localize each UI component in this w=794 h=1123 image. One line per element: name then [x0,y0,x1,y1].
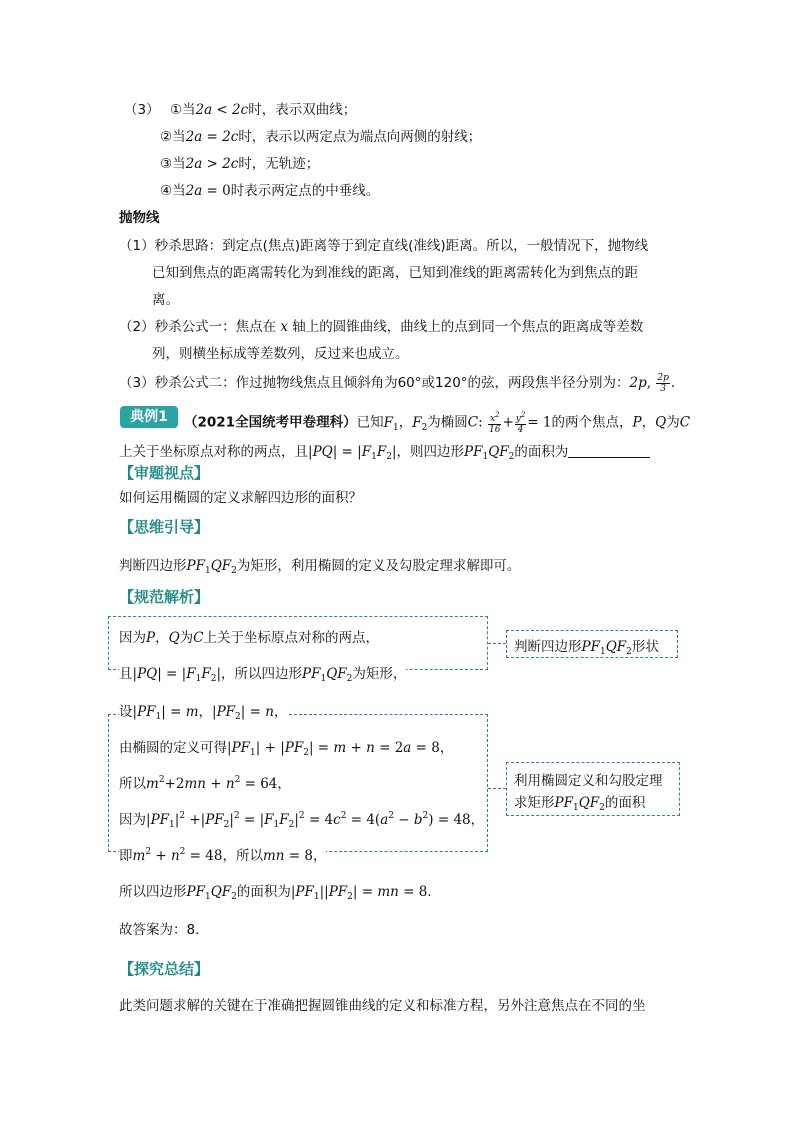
parabola-p1-line2: 已知到焦点的距离需转化为到准线的距离，已知到准线的距离需转化为到焦点的距 [152,265,638,281]
list3-item3: ③当2a > 2c时，无轨迹； [160,156,320,172]
heading-shenti: 【审题视点】 [119,464,210,482]
example-line2: 上关于坐标原点对称的两点，且$|PQ| = |F_1F_2|$，则四边形$PF_1QF_2$的面积为 [119,440,650,462]
note-2-line1: 利用椭圆定义和勾股定理 [514,773,663,789]
list3-item1: （3） ①当2a < 2c时，表示双曲线； [124,102,357,118]
solution-line2: 且$|PQ| = |F_1F_2|$，所以四边形$PF_1QF_2$为矩形， [119,662,406,684]
connector-2 [488,788,506,789]
parabola-p1-line3: 离。 [152,292,179,308]
heading-siwei: 【思维引导】 [119,518,210,536]
heading-tanjiu: 【探究总结】 [119,960,210,978]
example-badge: 典例1 [120,406,178,428]
solution-line5: 所以$m^2+2mn + n^2 = 64$， [119,775,291,792]
parabola-p2-line2: 列，则横坐标成等差数列，反过来也成立。 [152,346,409,362]
heading-guifan: 【规范解析】 [119,588,210,606]
connector-1 [488,643,506,644]
summary-text: 此类问题求解的关键在于准确把握圆锥曲线的定义和标准方程，另外注意焦点在不同的坐 [119,998,646,1014]
solution-line4: 由椭圆的定义可得$|PF_1| + |PF_2| = m + n = 2a = 8$， [119,740,454,758]
solution-line6: 因为$|PF_1|^2 +|PF_2|^2 = |F_1F_2|^2 = 4c^2 = 4(a^2 - b^2) = 48$， [119,811,485,830]
answer-blank[interactable] [568,445,650,458]
note-2-line2: 求矩形$PF_1QF_2$的面积 [514,795,646,813]
note-1: 判断四边形$PF_1QF_2$形状 [514,639,659,657]
solution-line3: 设$|PF_1| = m$，$|PF_2| = n$， [119,700,287,722]
solution-answer: 故答案为：8． [119,922,209,938]
parabola-p2-line1: （2）秒杀公式一：焦点在 x 轴上的圆锥曲线，曲线上的点到同一个焦点的距离成等差数 [119,319,644,335]
shenti-text: 如何运用椭圆的定义求解四边形的面积？ [119,490,362,506]
parabola-title: 抛物线 [119,210,160,226]
siwei-text: 判断四边形$PF_1QF_2$为矩形，利用椭圆的定义及勾股定理求解即可。 [119,558,521,576]
solution-line8: 所以四边形$PF_1QF_2$的面积为$|PF_1||PF_2|$ = mn = 8． [119,884,441,902]
list3-item4: ④当2a = 0时表示两定点的中垂线。 [160,183,380,199]
solution-line1: 因为P，Q为C上关于坐标原点对称的两点， [119,630,380,646]
example-line1: （2021全国统考甲卷理科）已知$F_1$，$F_2$为椭圆C: $\frac{x^2}{16}$ + $\frac{y^2}{4}$ = 1的两个焦点，P，Q为C [184,411,691,435]
solution-line7: 即$m^2 + n^2 = 48$，所以mn = 8， [119,844,326,864]
parabola-p1-line1: （1）秒杀思路：到定点(焦点)距离等于到定直线(准线)距离。所以，一般情况下，抛物线 [119,238,649,254]
list3-item2: ②当2a = 2c时，表示以两定点为端点向两侧的射线； [160,129,482,145]
parabola-p3: （3）秒杀公式二：作过抛物线焦点且倾斜角为60°或120°的弦，两段焦半径分别为：2p, $\frac{2p}{3}$ . [119,372,676,394]
